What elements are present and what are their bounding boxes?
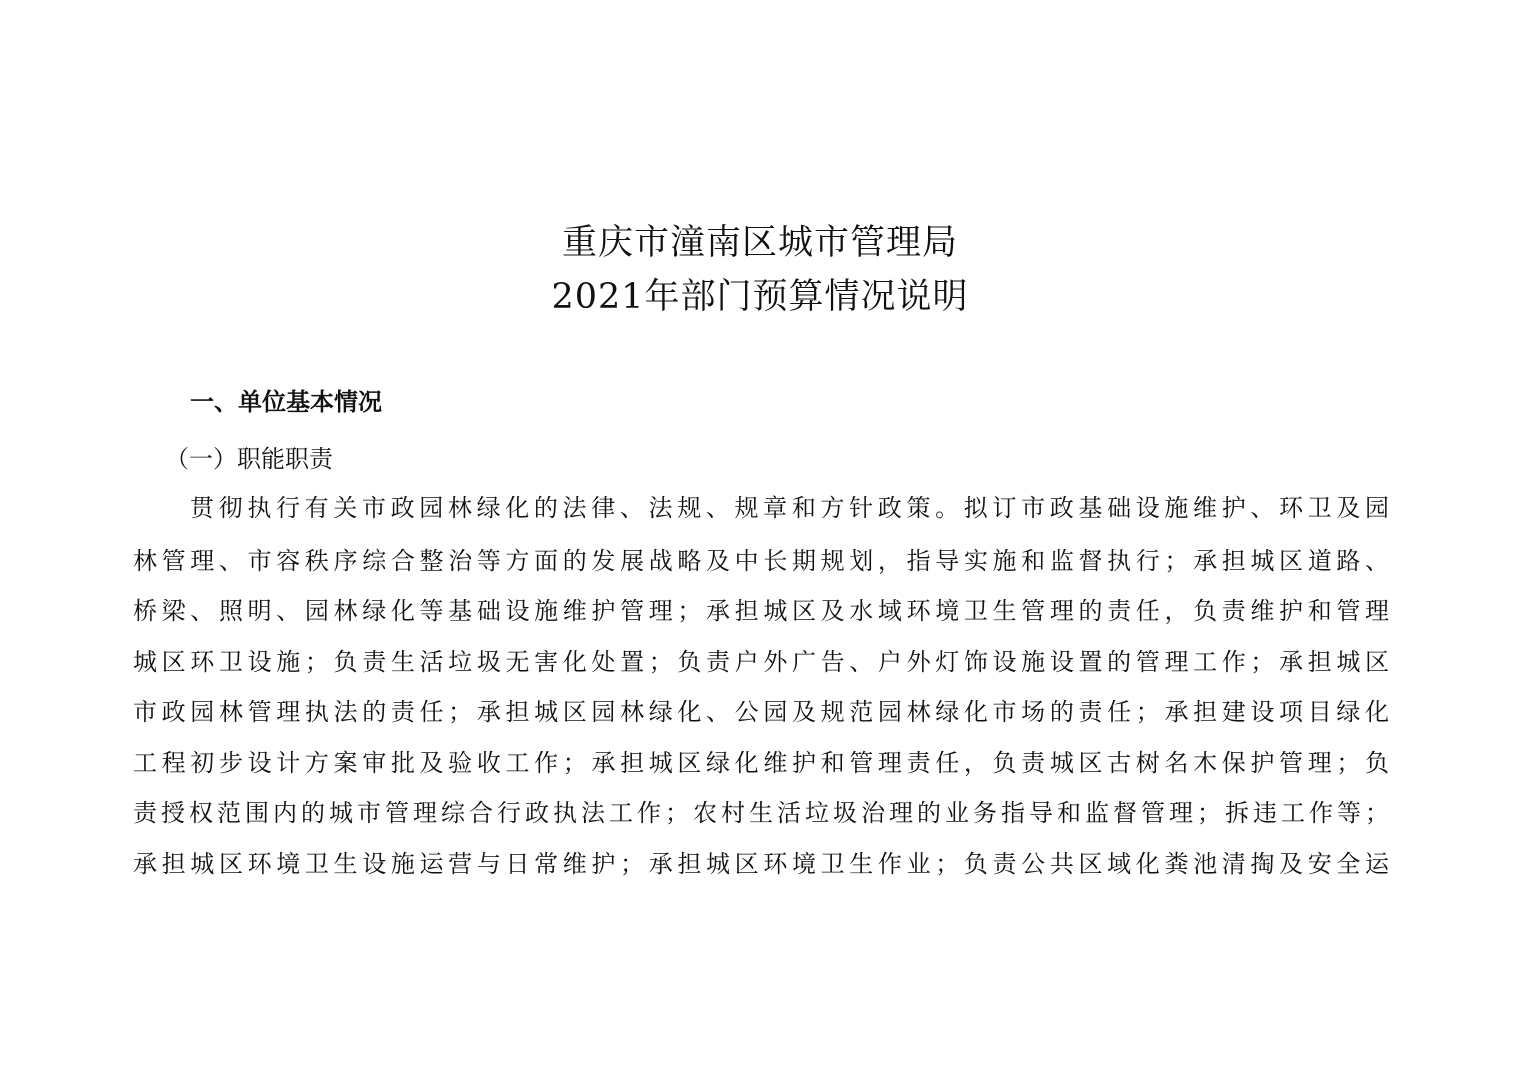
paragraph-line: 林管理、市容秩序综合整治等方面的发展战略及中长期规划，指导实施和监督执行；承担城区道路、 <box>133 547 1389 575</box>
paragraph-line: 桥梁、照明、园林绿化等基础设施维护管理；承担城区及水域环境卫生管理的责任，负责维护和管理 <box>133 597 1389 625</box>
document-title-line-1: 重庆市潼南区城市管理局 <box>561 223 958 263</box>
subsection-heading-functions: （一）职能职责 <box>165 445 333 473</box>
paragraph-line: 责授权范围内的城市管理综合行政执法工作；农村生活垃圾治理的业务指导和监督管理；拆违工作等； <box>133 799 1389 827</box>
paragraph-line: 承担城区环境卫生设施运营与日常维护；承担城区环境卫生作业；负责公共区域化粪池清掏及安全运 <box>133 850 1389 878</box>
paragraph-line: 市政园林管理执法的责任；承担城区园林绿化、公园及规范园林绿化市场的责任；承担建设项目绿化 <box>133 698 1389 726</box>
paragraph-line: 贯彻执行有关市政园林绿化的法律、法规、规章和方针政策。拟订市政基础设施维护、环卫及园 <box>190 494 1389 522</box>
paragraph-line: 城区环卫设施；负责生活垃圾无害化处置；负责户外广告、户外灯饰设施设置的管理工作；承担城区 <box>133 648 1389 676</box>
paragraph-line: 工程初步设计方案审批及验收工作；承担城区绿化维护和管理责任，负责城区古树名木保护管理；负 <box>133 749 1389 777</box>
document-title-line-2: 2021年部门预算情况说明 <box>551 277 969 317</box>
section-heading-unit-basic-info: 一、单位基本情况 <box>190 388 382 416</box>
